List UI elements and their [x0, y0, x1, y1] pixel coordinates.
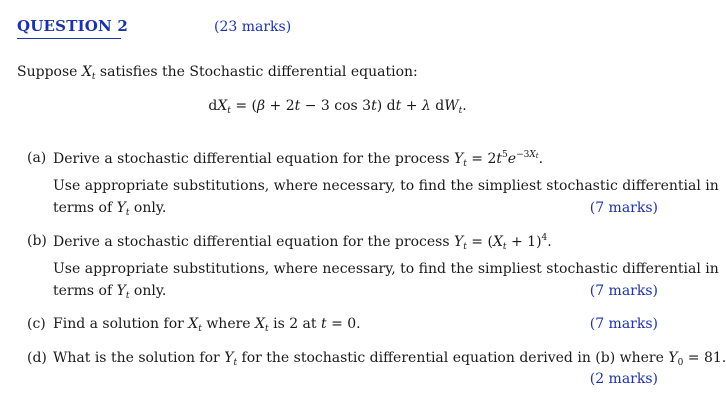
- sde-equation: [0, 98, 675, 116]
- part-a-instruction-line2: terms of $Y_t$ only.: [53, 200, 167, 218]
- part-b-instruction-line1: Use appropriate substitutions, where necessary, to find the simpliest stochastic differential in: [53, 261, 719, 277]
- part-d-question: What is the solution for $Y_t$ for the stochastic differential equation derived in (b) where $Y_0 = 81$.: [53, 350, 726, 368]
- part-b-marks: (7 marks): [589, 283, 658, 299]
- part-c-label: (c): [27, 316, 46, 332]
- part-a-marks: (7 marks): [589, 200, 658, 216]
- part-b-question: Derive a stochastic differential equation for the process $Y_t = (X_t + 1)^4$.: [53, 233, 552, 252]
- part-a-question: Derive a stochastic differential equation for the process $Y_t = 2t^5e^{-3X_t}$.: [53, 150, 544, 169]
- part-a-label: (a): [27, 150, 47, 166]
- part-c-question: Find a solution for $X_t$ where $X_t$ is 2 at t = 0.: [53, 316, 361, 334]
- question-total-marks: (23 marks): [214, 19, 292, 35]
- part-a-instruction-line1: Use appropriate substitutions, where necessary, to find the simpliest stochastic differential in: [53, 178, 719, 194]
- part-c-marks: (7 marks): [589, 316, 658, 332]
- equation-rendered: $dX_t = (\beta + 2t - 3$ cos 3t) dt + λ $dW_t$.: [208, 98, 467, 116]
- intro-rendered: Suppose $X_t$ satisfies the Stochastic differential equation:: [17, 64, 418, 82]
- part-b-label: (b): [27, 233, 47, 249]
- question-title-underline: [17, 38, 121, 39]
- intro-text: [17, 64, 418, 82]
- part-b-instruction-line2: terms of $Y_t$ only.: [53, 283, 167, 301]
- part-d-marks: (2 marks): [589, 371, 658, 387]
- question-title: QUESTION 2: [17, 17, 129, 35]
- part-d-label: (d): [27, 350, 47, 366]
